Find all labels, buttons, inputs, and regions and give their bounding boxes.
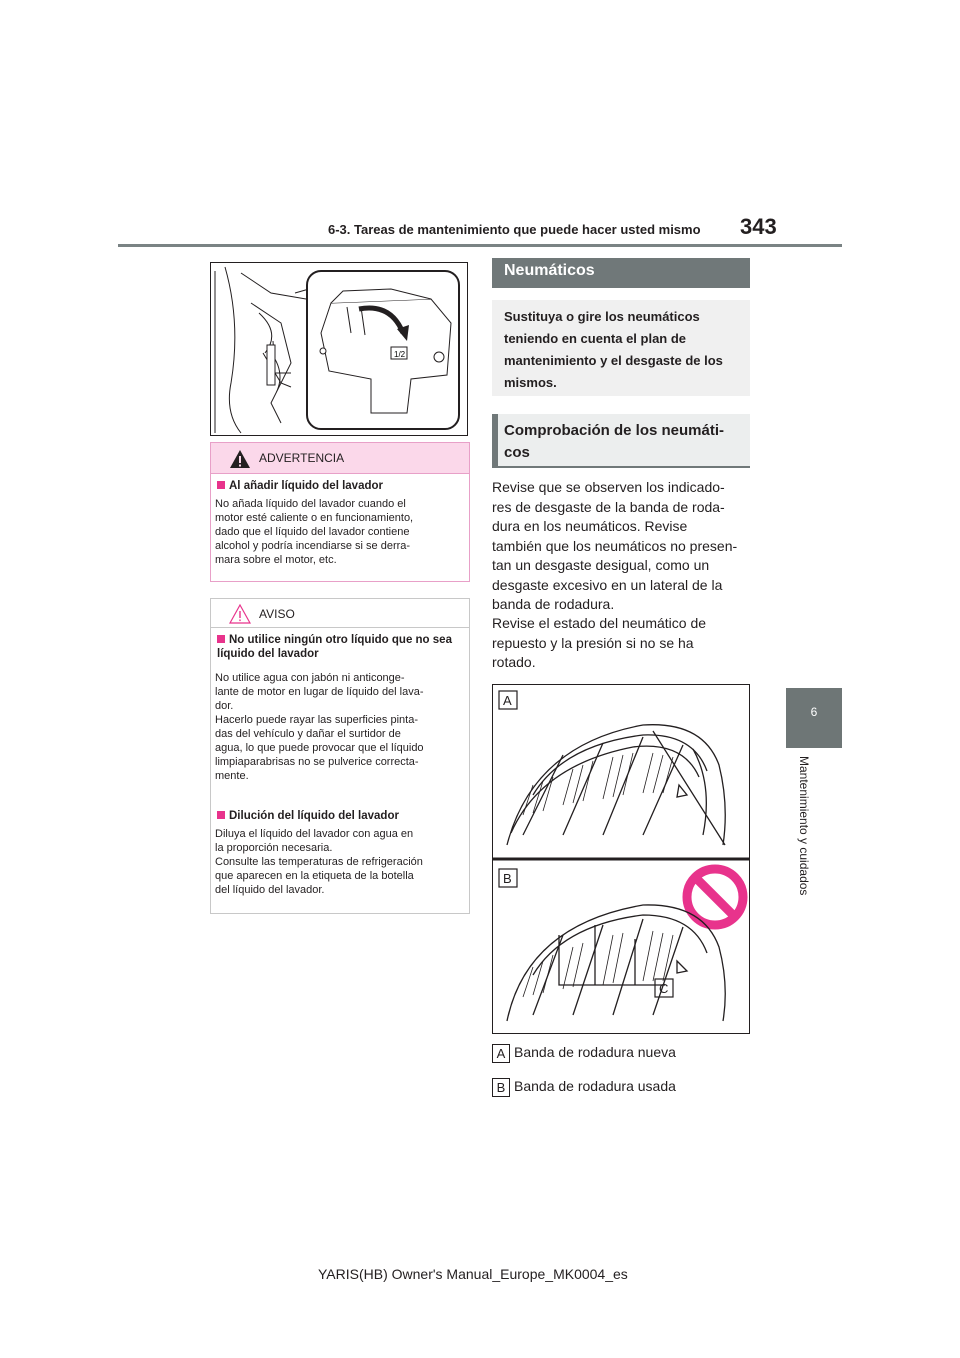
warning-triangle-icon <box>229 449 251 469</box>
footer-doc-id: YARIS(HB) Owner's Manual_Europe_MK0004_es <box>318 1266 628 1282</box>
tire-check-heading: Comprobación de los neumáti- cos <box>504 422 725 461</box>
warning-box <box>210 442 470 582</box>
legend-text-a: Banda de rodadura nueva <box>514 1044 676 1061</box>
bullet-square-icon <box>217 481 225 489</box>
gauge-mark-label: 1/2 <box>394 350 406 359</box>
tire-check-paragraph-1: Revise que se observen los indicado- res de desgaste de la banda de roda- dura en los neumáticos. Revise también que los neumáticos no presen- tan un desgaste desigual, como un desgaste excesivo en un lateral de la banda de rodadura. <box>492 479 738 612</box>
legend-text-b: Banda de rodadura usada <box>514 1078 676 1095</box>
notice-body-1: No utilice agua con jabón ni anticonge- lante de motor en lugar de líquido del lava- dor. Hacerlo puede rayar las superficies pinta- das del vehículo y dañar el surtidor de agua, lo que puede provocar que el líquido limpiaparabrisas no se pulverice correcta- mente. <box>215 672 424 782</box>
legend-tag-a: A <box>492 1044 510 1063</box>
tires-intro-text: Sustituya o gire los neumáticos teniendo en cuenta el plan de mantenimiento y el desgaste de los mismos. <box>504 309 723 390</box>
header-divider <box>118 244 842 247</box>
caution-triangle-icon <box>229 604 251 624</box>
worn-tread-drawing <box>507 905 725 1021</box>
warning-subtitle: Al añadir líquido del lavador <box>217 479 463 493</box>
warning-header <box>211 443 469 474</box>
chapter-label-text: Mantenimiento y cuidados <box>797 756 811 896</box>
chapter-label <box>797 756 813 926</box>
tire-tread-figure <box>492 684 750 1034</box>
notice-header <box>211 599 469 628</box>
label-b: B <box>503 871 512 886</box>
page-number: 343 <box>740 214 777 239</box>
notice-title: AVISO <box>259 607 295 621</box>
legend-tag-b: B <box>492 1078 510 1097</box>
chapter-tab: 6 <box>786 688 842 748</box>
warning-title: ADVERTENCIA <box>259 451 345 465</box>
tires-heading: Neumáticos <box>492 258 750 288</box>
label-c: C <box>659 981 669 996</box>
notice-box <box>210 598 470 914</box>
tire-check-heading-box <box>492 414 750 468</box>
warning-body: No añada líquido del lavador cuando el motor esté caliente o en funcionamiento, dado que el líquido del lavador contiene alcohol y podría incendiarse si se derra- mara sobre el motor, etc. <box>215 498 414 566</box>
section-title: 6-3. Tareas de mantenimiento que puede hacer usted mismo <box>328 222 701 237</box>
heading-accent-bar <box>492 414 498 466</box>
washer-reservoir-illustration <box>211 263 467 435</box>
washer-reservoir-figure <box>210 262 468 436</box>
tire-tread-illustration <box>493 685 749 1033</box>
legend-item-a <box>492 1044 676 1063</box>
notice-subtitle-1: No utilice ningún otro líquido que no sea líquido del lavador <box>217 634 452 660</box>
tire-check-paragraph-2: Revise el estado del neumático de repuesto y la presión si no se ha rotado. <box>492 615 707 670</box>
tires-intro-box <box>492 300 750 396</box>
legend-item-b <box>492 1078 676 1097</box>
new-tread-grooves <box>523 753 673 815</box>
label-a: A <box>503 693 512 708</box>
notice-subtitle-2: Dilución del líquido del lavador <box>217 809 463 823</box>
bullet-square-icon <box>217 811 225 819</box>
notice-body-2: Diluya el líquido del lavador con agua en la proporción necesaria. Consulte las temperaturas de refrigeración que aparecen en la etiqueta de la botella del líquido del lavador. <box>215 828 423 896</box>
bullet-square-icon <box>217 635 225 643</box>
